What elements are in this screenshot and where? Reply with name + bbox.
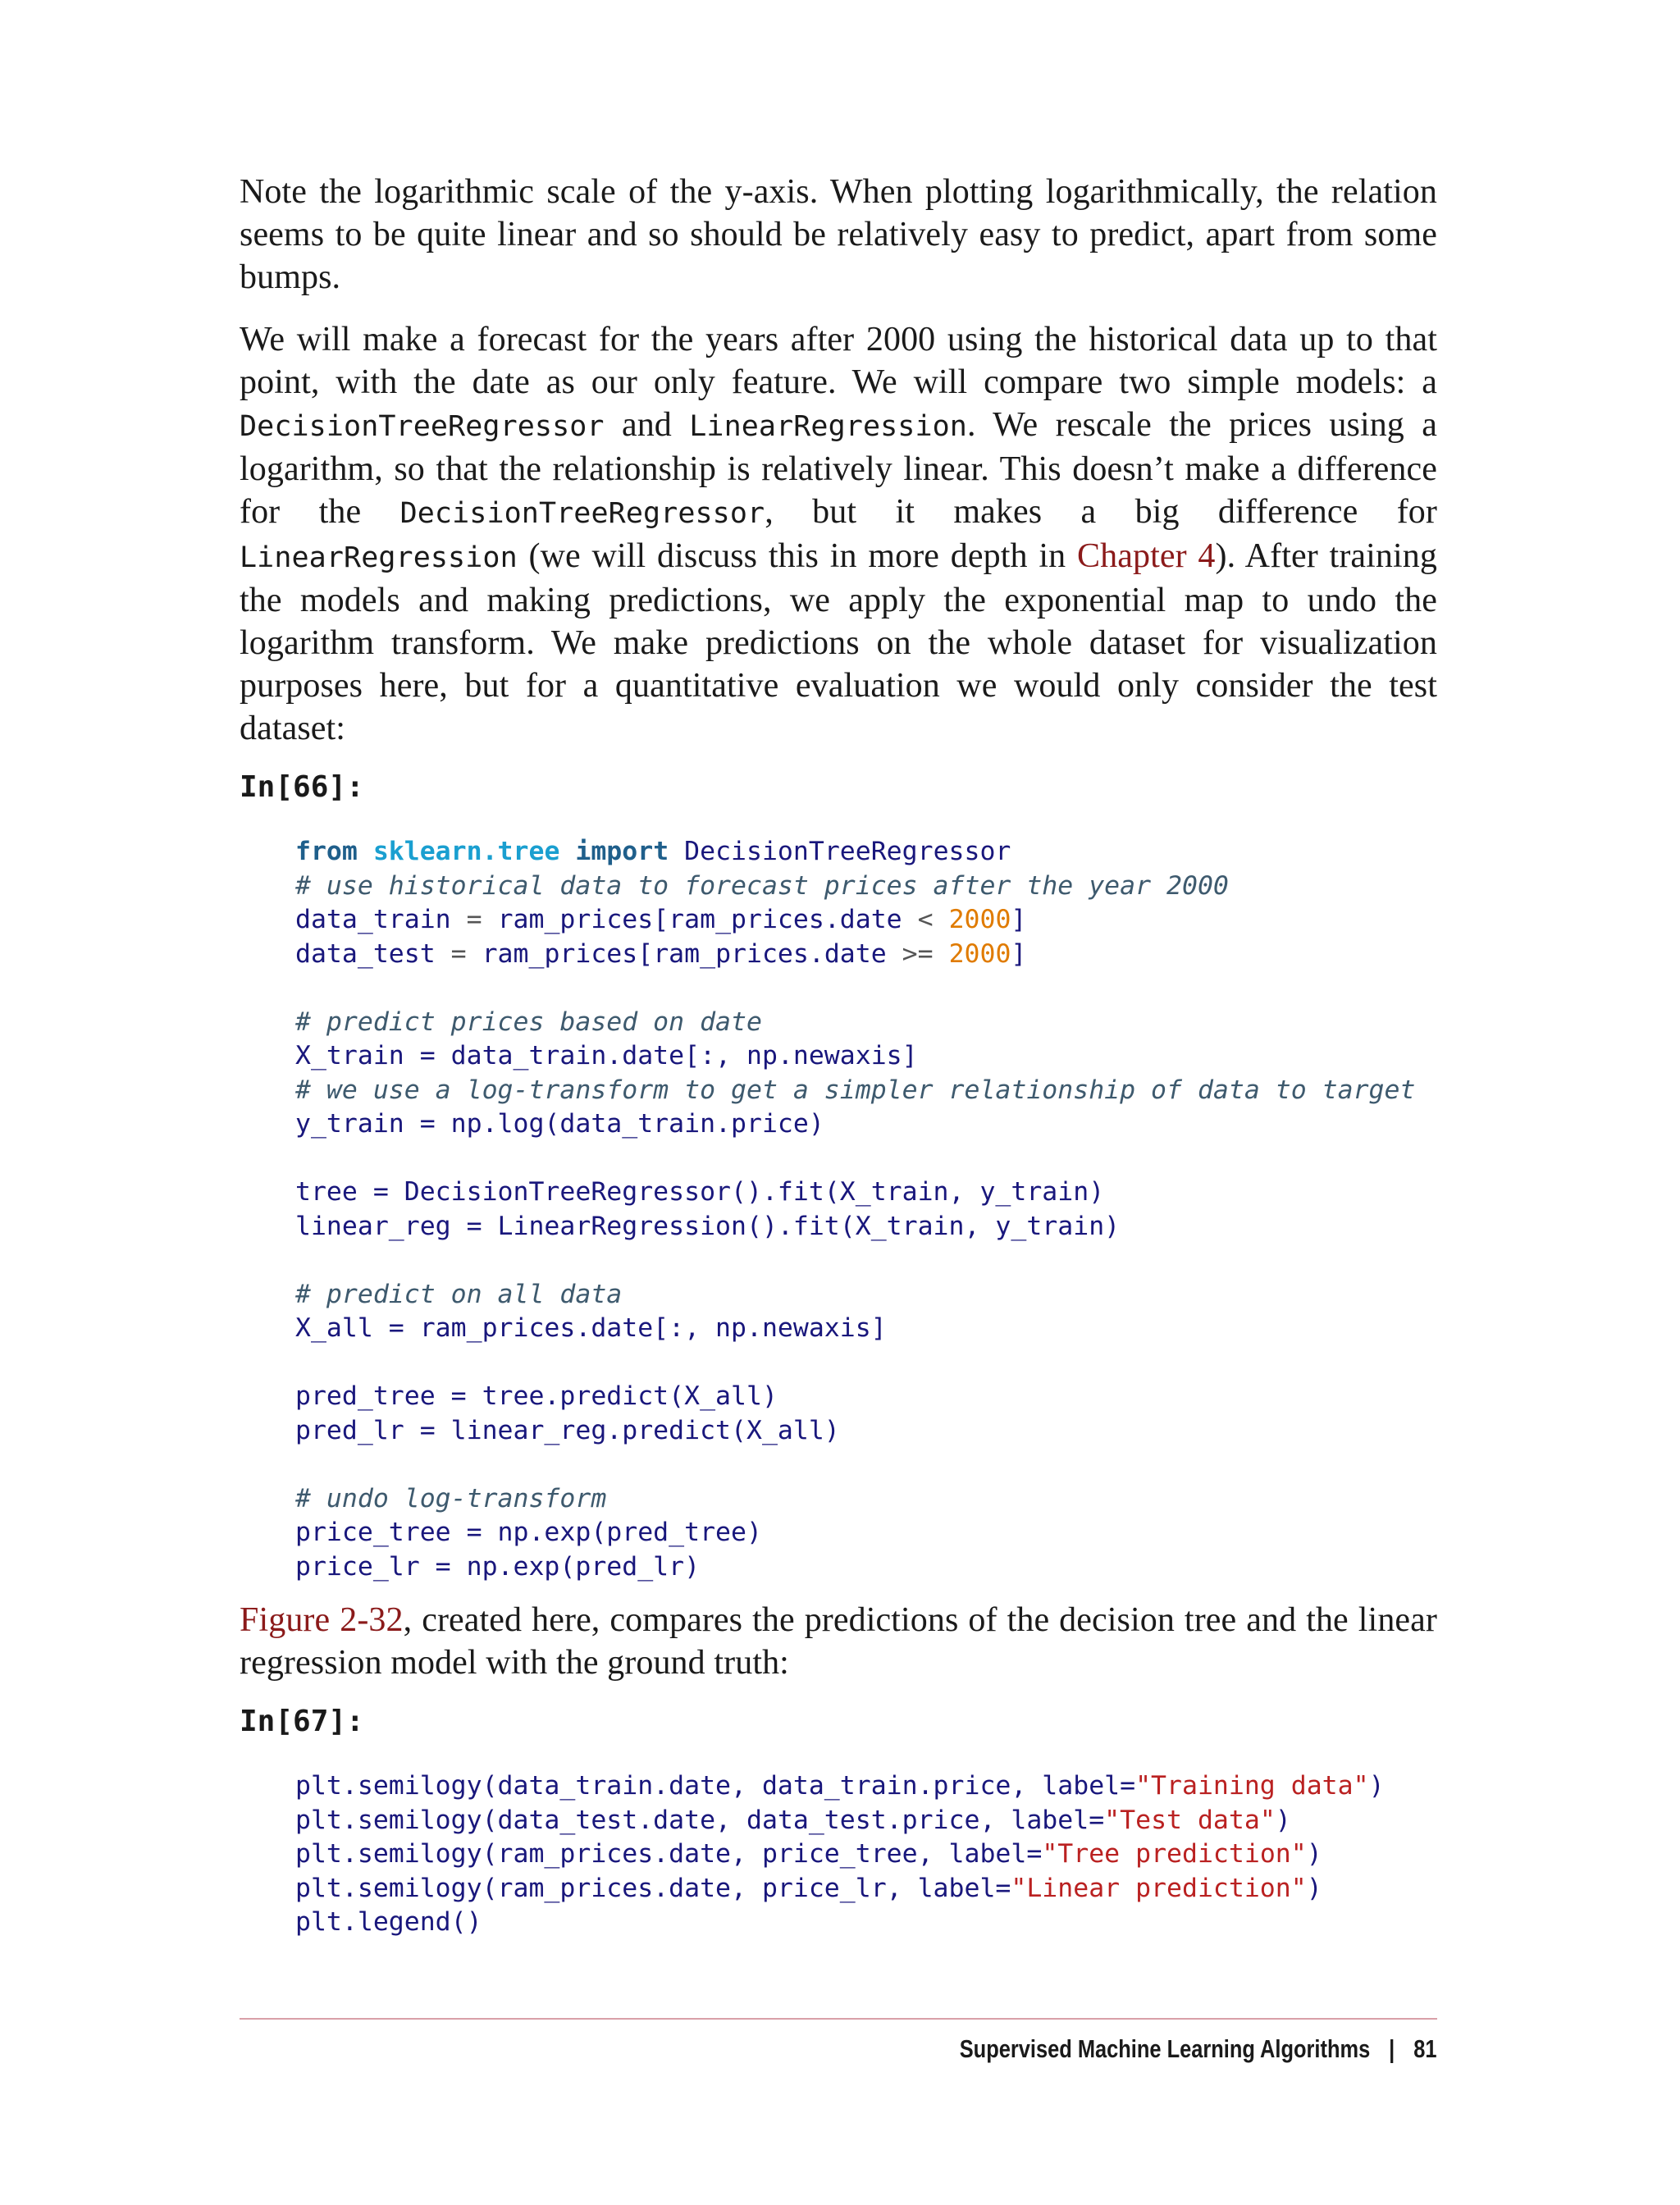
code-keyword: from: [295, 837, 358, 866]
code-text: ram_prices[ram_prices.date: [482, 938, 887, 969]
figure-2-32-link[interactable]: Figure 2-32: [240, 1601, 404, 1639]
code-line: X_train = data_train.date[:, np.newaxis]: [295, 1041, 918, 1071]
text: We will make a forecast for the years after 2000 using the historical data up to that point, with the date as our only feature. We will compare two simple models: a: [240, 321, 1437, 401]
code-text: data_test: [295, 938, 436, 969]
inline-code: LinearRegression: [689, 410, 967, 443]
code-line: y_train = np.log(data_train.price): [295, 1109, 824, 1139]
text: and: [604, 406, 690, 444]
code-line: price_tree = np.exp(pred_tree): [295, 1518, 762, 1547]
code-line: X_all = ram_prices.date[:, np.newaxis]: [295, 1313, 887, 1343]
code-comment: # undo log-transform: [295, 1483, 607, 1513]
code-comment: # predict prices based on date: [295, 1007, 762, 1037]
text: (we will discuss this in more depth in: [517, 537, 1078, 575]
chapter-4-link[interactable]: Chapter 4: [1077, 537, 1216, 575]
paragraph-figure-reference: [240, 1599, 1437, 1684]
cell-label-in67: In[67]:: [240, 1705, 364, 1738]
code-number: 2000: [948, 905, 1011, 934]
text: ). After training the models and making predictions, we apply the exponential map to undo the logarithm transform. We make predictions on the whole dataset for visualization purposes here, but for a quantitative evaluation we would only consider the test dataset:: [240, 537, 1437, 747]
code-text: plt.semilogy(ram_prices.date, price_tree, label=: [295, 1839, 1043, 1869]
code-line: pred_lr = linear_reg.predict(X_all): [295, 1415, 840, 1445]
code-keyword: import: [575, 837, 669, 866]
code-block-in66: from sklearn.tree import DecisionTreeRegressor # use historical data to forecast prices after the year 2000 data_train = ram_prices[ram_prices.date < 2000] data_test = ram_prices[ram_prices.date >= 2000] # predict prices based on date X_train = data_train.date[:, np.newaxis] # we use a log-transform to get a simpler relationship of data to target y_train = np.log(data_train.price) tree = DecisionTreeRegressor().fit(X_train, y_train) linear_reg = LinearRegression().fit(X_train, y_train) # predict on all data X_all = ram_prices.date[:, np.newaxis] pred_tree = tree.predict(X_all) pred_lr = linear_reg.predict(X_all) # undo log-transform price_tree = np.exp(pred_tree) price_lr = np.exp(pred_lr): [295, 837, 1416, 1582]
code-string: "Test data": [1104, 1805, 1276, 1835]
text: , created here, compares the predictions of the decision tree and the linear regression model with the ground truth:: [240, 1601, 1437, 1682]
code-line: pred_tree = tree.predict(X_all): [295, 1381, 778, 1411]
paragraph-log-scale-note: Note the logarithmic scale of the y-axis. When plotting logarithmically, the relation seems to be quite linear and so should be relatively easy to predict, apart from some bumps.: [240, 173, 1437, 296]
code-comment: # predict on all data: [295, 1279, 623, 1309]
text: , but it makes a big difference for: [765, 493, 1437, 531]
code-text: plt.semilogy(ram_prices.date, price_lr, label=: [295, 1873, 1011, 1903]
code-line: price_lr = np.exp(pred_lr): [295, 1551, 701, 1582]
footer-section-title: Supervised Machine Learning Algorithms: [960, 2034, 1371, 2063]
inline-code: DecisionTreeRegressor: [240, 410, 605, 443]
code-block-in67: plt.semilogy(data_train.date, data_train.price, label="Training data") plt.semilogy(data_test.date, data_test.price, label="Test data") plt.semilogy(ram_prices.date, price_tree, label="Tree prediction") plt.semilogy(ram_prices.date, price_lr, label="Linear prediction") plt.legend(): [295, 1771, 1385, 1937]
code-number: 2000: [948, 938, 1011, 969]
code-string: "Linear prediction": [1011, 1873, 1307, 1903]
code-string: "Training data": [1135, 1771, 1369, 1801]
code-comment: # use historical data to forecast prices after the year 2000: [295, 870, 1229, 901]
code-string: "Tree prediction": [1042, 1839, 1307, 1869]
code-line: linear_reg = LinearRegression().fit(X_train, y_train): [295, 1211, 1121, 1241]
cell-label-in66: In[66]:: [240, 770, 364, 804]
inline-code: DecisionTreeRegressor: [399, 497, 765, 530]
code-line: plt.legend(): [295, 1907, 482, 1937]
page-number: 81: [1413, 2034, 1437, 2063]
code-line: tree = DecisionTreeRegressor().fit(X_train, y_train): [295, 1177, 1105, 1207]
code-comment: # we use a log-transform to get a simpler relationship of data to target: [295, 1075, 1416, 1105]
code-module: sklearn.tree: [372, 837, 560, 866]
page-body: [240, 171, 1437, 1955]
paragraph-forecast-description: [240, 318, 1437, 750]
inline-code: LinearRegression: [240, 541, 518, 574]
code-text: ram_prices[ram_prices.date: [497, 905, 902, 934]
text: . We rescale the prices using a logarithm, so that the relationship is relatively linear. This doesn’t make a difference for the: [240, 406, 1437, 531]
page-footer: [960, 2031, 1437, 2067]
code-text: data_train: [295, 905, 451, 934]
footer-rule: [240, 2018, 1437, 2020]
code-text: DecisionTreeRegressor: [684, 837, 1011, 866]
footer-separator: |: [1389, 2034, 1395, 2063]
code-text: plt.semilogy(data_train.date, data_train.price, label=: [295, 1771, 1136, 1801]
code-text: plt.semilogy(data_test.date, data_test.price, label=: [295, 1805, 1105, 1835]
